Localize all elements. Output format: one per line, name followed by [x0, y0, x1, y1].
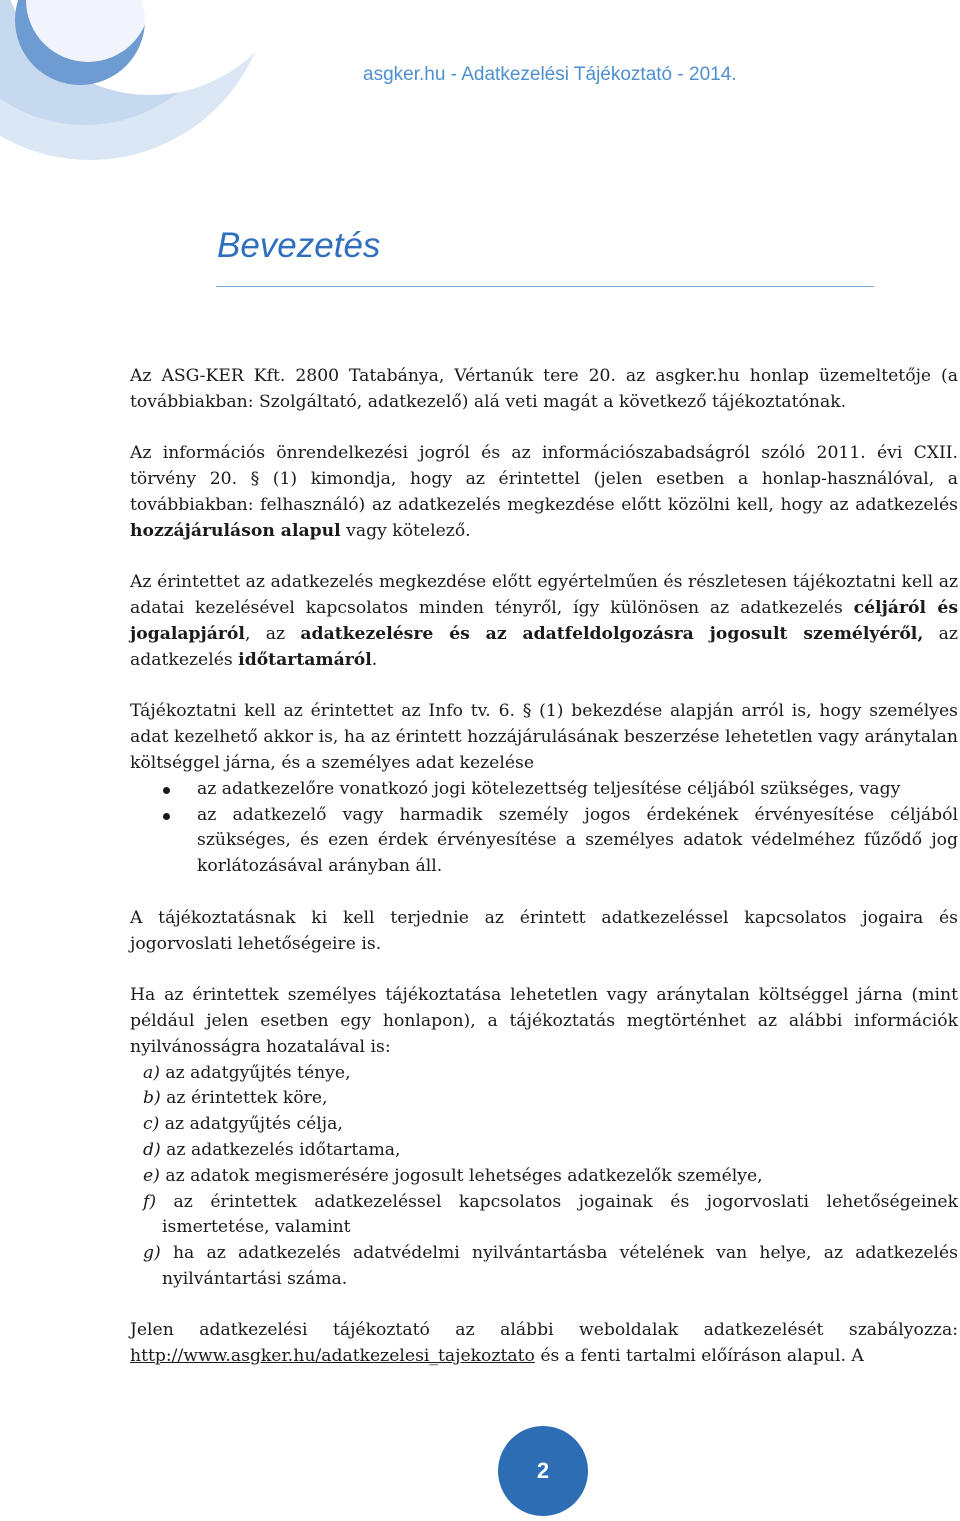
policy-link[interactable]: http://www.asgker.hu/adatkezelesi_tajekoztato — [130, 1346, 535, 1367]
page-number: 2 — [536, 1458, 550, 1483]
bold-text: adatkezelésre és az adatfeldolgozásra jogosult személyéről, — [300, 623, 924, 644]
list-item — [130, 777, 958, 803]
document-body — [130, 364, 958, 1396]
list-letter: d) — [143, 1139, 161, 1160]
list-item — [130, 1086, 958, 1112]
list-item — [130, 1164, 958, 1190]
lettered-list — [130, 1061, 958, 1293]
text: Jelen adatkezelési tájékoztató az alábbi weboldalak adatkezelését szabályozza: — [130, 1320, 958, 1341]
list-item — [130, 1112, 958, 1138]
list-letter: e) — [143, 1165, 160, 1186]
paragraph-intro: Az ASG-KER Kft. 2800 Tatabánya, Vértanúk tere 20. az asgker.hu honlap üzemeltetője (a továbbiakban: Szolgáltató, adatkezelő) alá veti magát a következő tájékoztatónak. — [130, 366, 958, 412]
text: és a fenti tartalmi előíráson alapul. A — [534, 1346, 864, 1367]
text: vagy kötelező. — [340, 520, 471, 541]
decorative-circles — [0, 0, 330, 170]
text: Az érintettet az adatkezelés megkezdése előtt egyértelműen és részletesen tájékoztatni kell az adatai kezelésével kapcsolatos minden tényről, így különösen az adatkezelés — [130, 572, 958, 619]
bullet-list — [130, 777, 958, 880]
text: . — [371, 649, 378, 670]
bullet-icon — [163, 787, 170, 794]
list-letter: b) — [143, 1088, 161, 1109]
list-letter: c) — [143, 1114, 160, 1135]
paragraph-scope — [130, 1318, 958, 1370]
list-item-text: az adatkezelő vagy harmadik személy jogos érdekének érvényesítése céljából szükséges, és ezen érdek érvényesítése a személyes adatok védelméhez fűződő jog korlátozásával arányban áll. — [197, 804, 958, 877]
paragraph-publication: Ha az érintettek személyes tájékoztatása lehetetlen vagy aránytalan költséggel járna (mint például jelen esetben egy honlapon), a tájékoztatás megtörténhet az alábbi információk nyilvánosságra hozatalával is: — [130, 985, 958, 1057]
list-item-text: az adatkezelés időtartama, — [160, 1139, 401, 1160]
text: , az — [244, 623, 301, 644]
list-item-text: az adatgyűjtés célja, — [159, 1114, 343, 1135]
text: az adatkezelés — [130, 623, 958, 670]
page-heading: Bevezetés — [217, 226, 381, 265]
list-item-text: az érintettek köre, — [160, 1088, 328, 1109]
bold-text: hozzájáruláson alapul — [130, 520, 341, 541]
list-letter: f) — [143, 1191, 157, 1212]
paragraph-info-tv: Tájékoztatni kell az érintettet az Info tv. 6. § (1) bekezdése alapján arról is, hogy személyes adat kezelhető akkor is, ha az érintett hozzájárulásának beszerzése lehetetlen vagy aránytalan költséggel járna, és a személyes adat kezelése — [130, 701, 958, 773]
paragraph-inform — [130, 570, 958, 673]
heading-underline — [216, 286, 874, 287]
list-item — [130, 1061, 958, 1087]
list-letter: g) — [143, 1243, 161, 1264]
list-item — [130, 1241, 958, 1293]
bold-text: céljáról és jogalapjáról — [130, 598, 958, 644]
list-item-text: ha az adatkezelés adatvédelmi nyilvántartásba vételének van helye, az adatkezelés nyilvántartási száma. — [160, 1243, 958, 1289]
list-letter: a) — [143, 1062, 160, 1083]
paragraph-law — [130, 441, 958, 544]
bullet-icon — [163, 813, 170, 820]
header-title: asgker.hu - Adatkezelési Tájékoztató - 2014. — [363, 64, 737, 85]
bold-text: időtartamáról — [238, 649, 372, 670]
text: Az információs önrendelkezési jogról és az információszabadságról szóló 2011. évi CXII. törvény 20. § (1) kimondja, hogy az érintettel (jelen esetben a honlap-használóval, a továbbiakban: felhasználó) az adatkezelés megkezdése előtt közölni kell, hogy az adatkezelés — [130, 443, 958, 515]
list-item-text: az adatok megismerésére jogosult lehetséges adatkezelők személye, — [159, 1165, 763, 1186]
list-item — [130, 803, 958, 880]
list-item-text: az adatgyűjtés ténye, — [159, 1062, 351, 1083]
list-item — [130, 1190, 958, 1242]
list-item — [130, 1138, 958, 1164]
page-number-badge — [498, 1426, 588, 1516]
list-item-text: az érintettek adatkezeléssel kapcsolatos jogainak és jogorvoslati lehetőségeinek ismertetése, valamint — [156, 1191, 958, 1238]
list-item-text: az adatkezelőre vonatkozó jogi kötelezettség teljesítése céljából szükséges, vagy — [197, 778, 901, 799]
paragraph-rights: A tájékoztatásnak ki kell terjednie az érintett adatkezeléssel kapcsolatos jogaira és jogorvoslati lehetőségeire is. — [130, 907, 958, 954]
